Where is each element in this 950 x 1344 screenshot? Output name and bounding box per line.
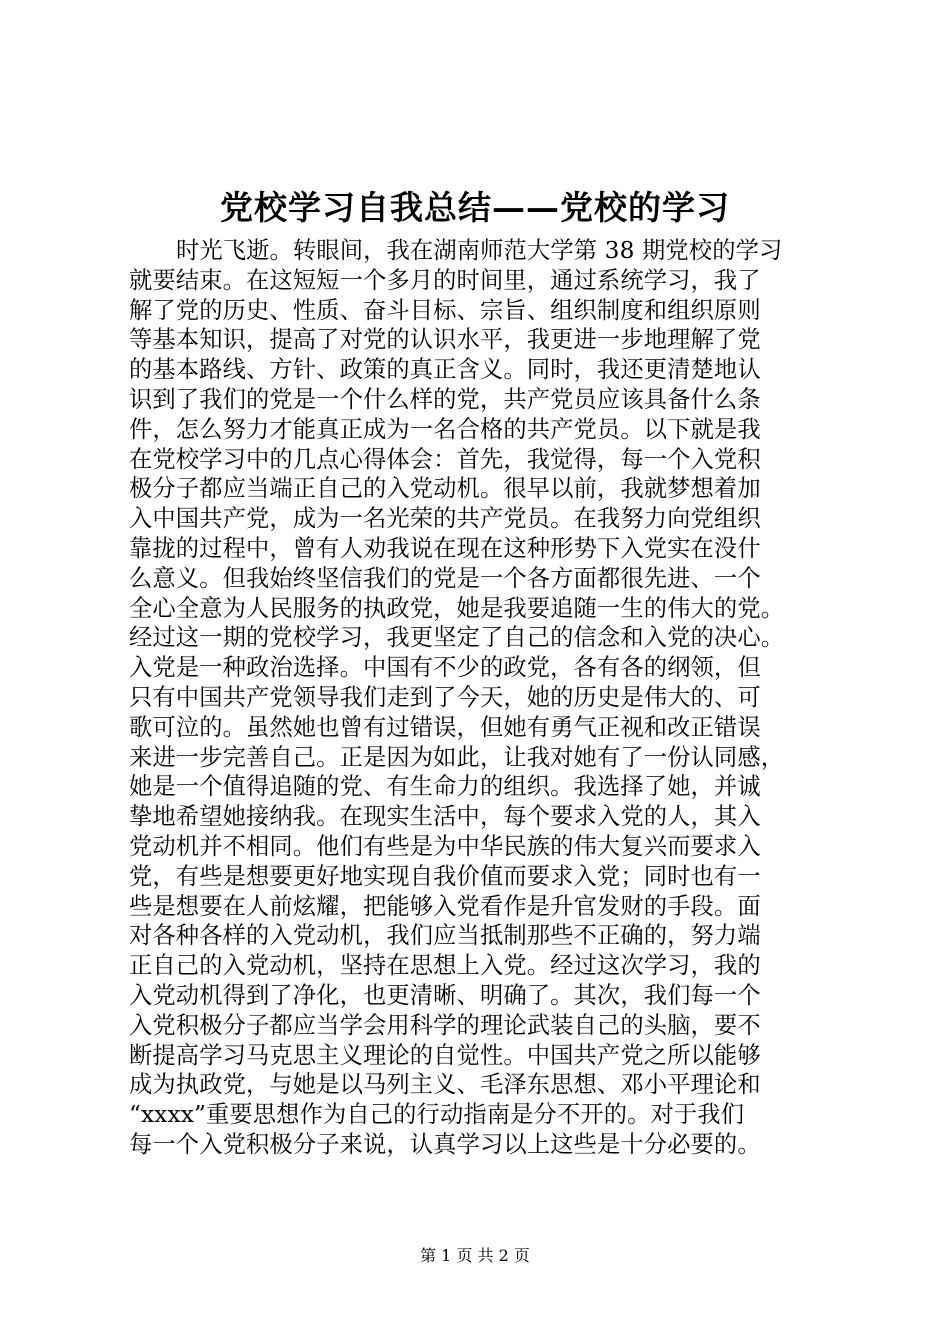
- body-line: 全心全意为人民服务的执政党，她是我要追随一生的伟大的党。: [129, 594, 785, 622]
- page-footer: [0, 1244, 950, 1268]
- body-line: 歌可泣的。虽然她也曾有过错误，但她有勇气正视和改正错误: [129, 713, 761, 741]
- body-line: 入中国共产党，成为一名光荣的共产党员。在我努力向党组织: [129, 505, 761, 533]
- body-line: 么意义。但我始终坚信我们的党是一个各方面都很先进、一个: [129, 564, 761, 592]
- body-line: 就要结束。在这短短一个多月的时间里，通过系统学习，我了: [129, 266, 761, 294]
- body-line: 党动机并不相同。他们有些是为中华民族的伟大复兴而要求入: [129, 832, 761, 860]
- body-line: 时光飞逝。转眼间，我在湖南师范大学第 38 期党校的学习: [176, 237, 783, 264]
- document-title: 党校学习自我总结——党校的学习: [220, 188, 730, 227]
- body-line: 靠拢的过程中，曾有人劝我说在现在这种形势下入党实在没什: [129, 534, 761, 562]
- body-line: 解了党的历史、性质、奋斗目标、宗旨、组织制度和组织原则: [129, 296, 761, 324]
- body-line: 正自己的入党动机，坚持在思想上入党。经过这次学习，我的: [129, 952, 761, 980]
- document-body: [129, 236, 829, 1160]
- body-line: 每一个入党积极分子来说，认真学习以上这些是十分必要的。: [129, 1130, 761, 1158]
- body-line: 经过这一期的党校学习，我更坚定了自己的信念和入党的决心。: [129, 624, 785, 652]
- body-line: 对各种各样的入党动机，我们应当抵制那些不正确的，努力端: [129, 922, 761, 950]
- body-line: 的基本路线、方针、政策的真正含义。同时，我还更清楚地认: [129, 356, 761, 384]
- body-line: “xxxx”重要思想作为自己的行动指南是分不开的。对于我们: [129, 1101, 745, 1129]
- body-line: 些是想要在人前炫耀，把能够入党看作是升官发财的手段。面: [129, 892, 761, 920]
- page-total: 共 2 页: [477, 1246, 530, 1265]
- body-line: 来进一步完善自己。正是因为如此，让我对她有了一份认同感，: [129, 743, 785, 771]
- body-line: 她是一个值得追随的党、有生命力的组织。我选择了她，并诚: [129, 773, 761, 801]
- body-line: 党，有些是想要更好地实现自我价值而要求入党；同时也有一: [129, 862, 761, 890]
- page-number: 第 1 页: [420, 1246, 473, 1265]
- body-line: 入党积极分子都应当学会用科学的理论武装自己的头脑，要不: [129, 1011, 761, 1039]
- body-line: 断提高学习马克思主义理论的自觉性。中国共产党之所以能够: [129, 1041, 761, 1069]
- body-line: 入党动机得到了净化，也更清晰、明确了。其次，我们每一个: [129, 981, 761, 1009]
- body-line: 件，怎么努力才能真正成为一名合格的共产党员。以下就是我: [129, 415, 761, 443]
- body-line: 极分子都应当端正自己的入党动机。很早以前，我就梦想着加: [129, 475, 761, 503]
- body-line: 在党校学习中的几点心得体会：首先，我觉得，每一个入党积: [129, 445, 761, 473]
- body-line: 只有中国共产党领导我们走到了今天，她的历史是伟大的、可: [129, 683, 761, 711]
- body-line: 等基本知识，提高了对党的认识水平，我更进一步地理解了党: [129, 326, 761, 354]
- body-line: 成为执政党，与她是以马列主义、毛泽东思想、邓小平理论和: [129, 1071, 761, 1099]
- body-line: 挚地希望她接纳我。在现实生活中，每个要求入党的人，其入: [129, 803, 761, 831]
- body-line: 识到了我们的党是一个什么样的党，共产党员应该具备什么条: [129, 385, 761, 413]
- body-line: 入党是一种政治选择。中国有不少的政党，各有各的纲领，但: [129, 654, 761, 682]
